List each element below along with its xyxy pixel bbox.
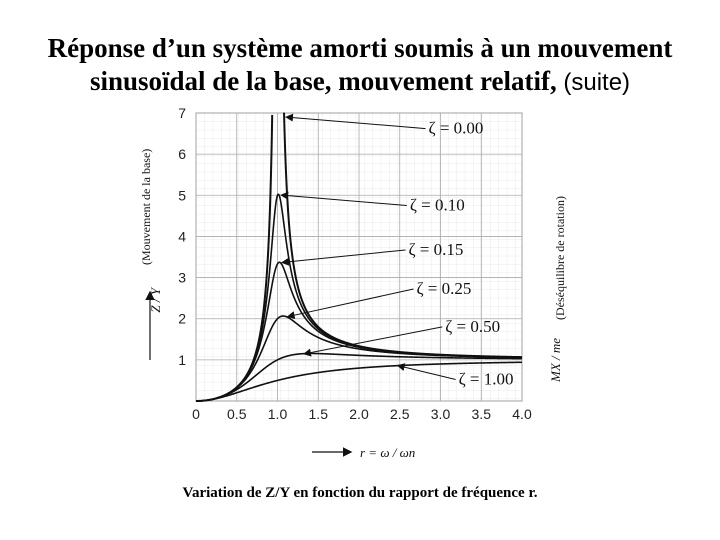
y-tick-label: 4 — [178, 228, 186, 245]
y-tick-label: 6 — [178, 146, 186, 163]
series-label: ζ = 0.25 — [416, 279, 472, 299]
x-tick-label: 0.5 — [227, 406, 247, 422]
x-tick-label: 3.0 — [430, 406, 451, 422]
series-label: ζ = 1.00 — [458, 369, 514, 389]
x-tick-label: 4.0 — [512, 406, 532, 422]
series-label: ζ = 0.50 — [445, 316, 501, 336]
left-axis-symbol: Z / Y — [148, 288, 163, 313]
y-tick-labels — [178, 105, 186, 368]
y-tick-label: 3 — [178, 269, 186, 286]
x-tick-label: 2.0 — [349, 406, 369, 422]
figure-caption: Variation de Z/Y en fonction du rapport de fréquence r. — [182, 485, 538, 501]
x-tick-label: 0 — [192, 406, 200, 422]
x-tick-label: 2.5 — [390, 406, 410, 422]
x-tick-label: 1.0 — [267, 406, 288, 422]
left-axis-label: (Mouvement de la base) — [139, 148, 153, 265]
series-label: ζ = 0.10 — [409, 195, 465, 215]
y-tick-label: 2 — [178, 310, 186, 327]
x-axis-label: r = ω / ωn — [360, 445, 416, 460]
right-axis-symbol: MX / me — [548, 337, 563, 383]
x-tick-label: 1.5 — [308, 406, 328, 422]
right-axis-label: (Déséquilibre de rotation) — [553, 196, 567, 320]
x-tick-label: 3.5 — [471, 406, 491, 422]
y-tick-label: 7 — [178, 105, 186, 121]
x-tick-labels — [192, 406, 532, 422]
series-label: ζ = 0.15 — [408, 239, 464, 259]
title-line-1: Réponse d’un système amorti soumis à un mouvement — [47, 33, 673, 63]
title-line-2-suffix: (suite) — [556, 69, 631, 96]
series-label: ζ = 0.00 — [428, 118, 484, 138]
title-line-2-main: sinusoïdal de la base, mouvement relatif, — [89, 66, 557, 96]
y-tick-label: 5 — [178, 187, 186, 204]
y-tick-label: 1 — [178, 351, 186, 368]
